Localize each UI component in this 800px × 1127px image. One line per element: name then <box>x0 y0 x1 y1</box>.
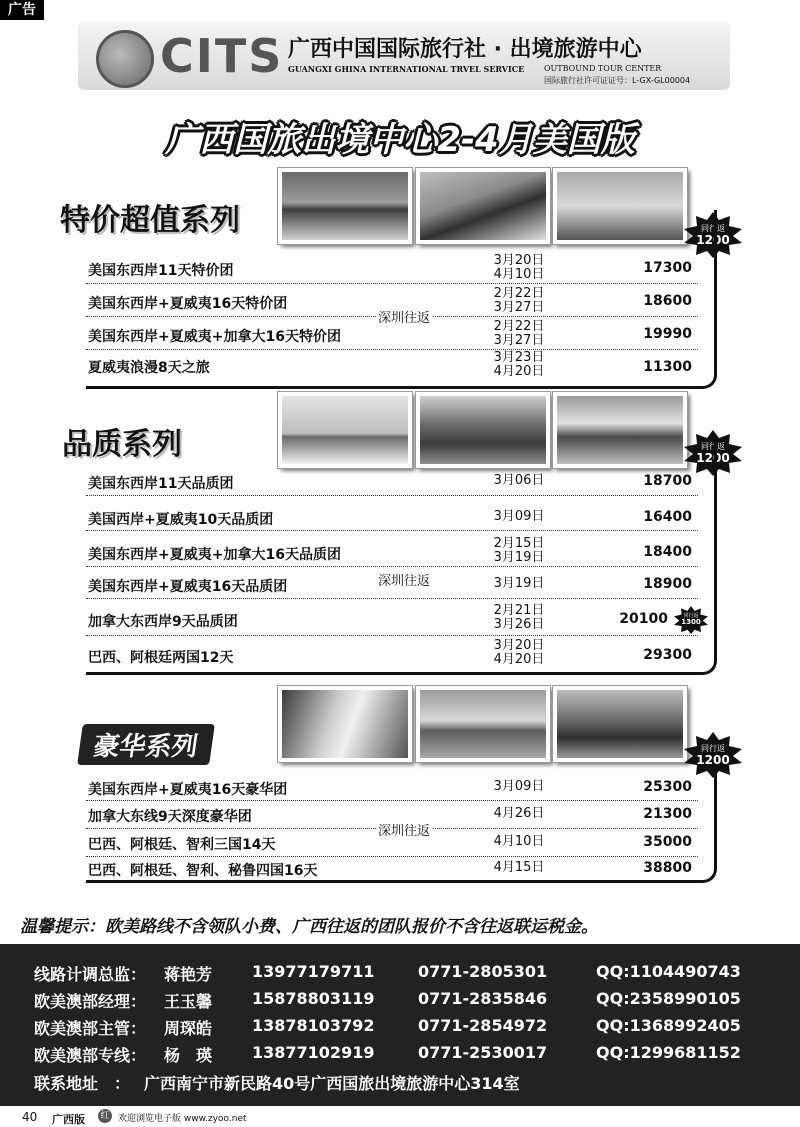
route-price: 38800 <box>643 860 692 876</box>
rebate-amount: 1300 <box>681 618 701 626</box>
address-value: 广西南宁市新民路40号广西国旅出境旅游中心314室 <box>144 1074 520 1093</box>
route-row <box>86 856 698 882</box>
route-price: 18400 <box>643 544 692 560</box>
route-name: 美国西岸+夏威夷10天品质团 <box>88 512 274 528</box>
rebate-label: 同行返 <box>683 613 699 619</box>
ad-tag: 广告 <box>0 0 44 20</box>
route-date: 2月22日 <box>493 319 545 334</box>
contact-phone: 0771-2835846 <box>418 989 548 1008</box>
contact-qq: QQ:2358990105 <box>596 989 741 1008</box>
route-price: 11300 <box>643 359 692 375</box>
route-date: 4月10日 <box>493 834 545 849</box>
route-name: 巴西、阿根廷、智利、秘鲁四国16天 <box>88 863 318 879</box>
warm-tip: 温馨提示：欧美路线不含领队小费、广西往返的团队报价不含往返联运税金。 <box>20 917 598 937</box>
rebate-badge-small <box>674 606 708 634</box>
route-date: 3月06日 <box>493 473 545 488</box>
contact-role: 线路计调总监： <box>34 965 147 984</box>
license-number: 国际旅行社许可证证号：L-GX-GL00004 <box>544 76 691 85</box>
route-price: 25300 <box>643 779 692 795</box>
contact-name: 王玉馨 <box>164 992 213 1011</box>
route-date: 4月15日 <box>493 860 545 875</box>
route-date: 2月22日 <box>493 286 545 301</box>
departure-label: 深圳往返 <box>376 820 432 839</box>
contact-name: 杨 瑛 <box>164 1046 213 1065</box>
route-name: 加拿大东线9天深度豪华团 <box>88 809 252 825</box>
route-price: 16400 <box>643 509 692 525</box>
rebate-amount: 1200 <box>696 753 730 767</box>
route-price: 20100 <box>619 611 668 627</box>
website-link[interactable]: 欢迎浏览电子版 www.zyoo.net <box>118 1114 247 1124</box>
page-number: 40 <box>22 1110 38 1124</box>
route-row <box>86 638 698 670</box>
route-row <box>86 602 701 636</box>
route-date: 3月20日 <box>493 253 545 268</box>
route-price: 19990 <box>643 326 692 342</box>
route-price: 18600 <box>643 293 692 309</box>
hong-logo-icon: 红 <box>98 1109 112 1123</box>
route-row <box>86 466 698 496</box>
contact-name: 周琛皓 <box>164 1019 213 1038</box>
route-date: 3月09日 <box>493 779 545 794</box>
route-name: 美国东西岸+夏威夷+加拿大16天特价团 <box>88 329 341 345</box>
series-title-value: 特价超值系列 <box>60 203 240 238</box>
contact-qq: QQ:1368992405 <box>596 1016 741 1035</box>
contact-role: 欧美澳部经理： <box>34 992 147 1011</box>
contact-mobile: 15878803119 <box>252 989 375 1008</box>
agency-name-cn: 广西中国国际旅行社 · 出境旅游中心 <box>288 37 642 62</box>
route-row <box>86 501 698 531</box>
agency-header <box>78 22 730 90</box>
route-name: 美国东西岸+夏威夷16天品质团 <box>88 579 288 595</box>
route-date: 3月09日 <box>493 509 545 524</box>
route-date: 3月19日 <box>493 576 545 591</box>
route-date: 4月20日 <box>493 364 545 379</box>
contact-role: 欧美澳部专线： <box>34 1046 147 1065</box>
departure-label: 深圳往返 <box>376 307 432 326</box>
route-date: 3月26日 <box>493 617 545 632</box>
route-date: 2月21日 <box>493 603 545 618</box>
route-date: 3月19日 <box>493 550 545 565</box>
page-footer <box>0 1108 800 1127</box>
series-title-quality: 品质系列 <box>62 427 182 462</box>
route-date: 3月27日 <box>493 333 545 348</box>
edition-label: 广西版 <box>52 1113 85 1126</box>
route-price: 35000 <box>643 834 692 850</box>
route-date: 3月23日 <box>493 350 545 365</box>
route-name: 巴西、阿根廷两国12天 <box>88 650 234 666</box>
waterfall-photo <box>278 686 412 762</box>
contact-qq: QQ:1104490743 <box>596 962 741 981</box>
route-row <box>86 252 698 284</box>
snow-mountain-photo <box>553 686 687 762</box>
route-name: 美国东西岸11天品质团 <box>88 476 234 492</box>
address-label: 联系地址 ： <box>34 1074 131 1093</box>
route-date: 4月26日 <box>493 806 545 821</box>
route-name: 巴西、阿根廷、智利三国14天 <box>88 837 276 853</box>
contact-phone: 0771-2854972 <box>418 1016 548 1035</box>
contact-phone: 0771-2530017 <box>418 1043 548 1062</box>
rebate-label: 同行返 <box>701 442 725 451</box>
globe-logo-icon <box>96 30 154 88</box>
route-name: 美国东西岸11天特价团 <box>88 263 234 279</box>
route-name: 美国东西岸+夏威夷16天特价团 <box>88 296 288 312</box>
coastal-city-photo <box>416 686 550 762</box>
page-title: 广西国旅出境中心2-4月美国版 <box>165 120 635 160</box>
rebate-label: 同行返 <box>701 744 725 753</box>
departure-label: 深圳往返 <box>376 570 432 589</box>
route-row <box>86 351 698 383</box>
rebate-label: 同行返 <box>701 224 725 233</box>
rebate-amount: 1200 <box>696 451 730 465</box>
route-row <box>86 535 698 567</box>
route-price: 17300 <box>643 260 692 276</box>
agency-name-en: GUANGXI GHINA INTERNATIONAL TRVEL SERVICE <box>288 64 525 74</box>
series-title-luxury: 豪华系列 <box>77 724 215 765</box>
route-name: 美国东西岸+夏威夷+加拿大16天品质团 <box>88 547 341 563</box>
route-row <box>86 773 698 801</box>
center-name-en: OUTBOUND TOUR CENTER <box>544 64 662 73</box>
contact-mobile: 13878103792 <box>252 1016 375 1035</box>
cits-logo: CITS <box>160 29 284 83</box>
route-price: 18700 <box>643 473 692 489</box>
route-date: 4月20日 <box>493 652 545 667</box>
route-name: 加拿大东西岸9天品质团 <box>88 614 238 630</box>
contact-name: 蒋艳芳 <box>164 965 213 984</box>
contact-role: 欧美澳部主管： <box>34 1019 147 1038</box>
contact-mobile: 13977179711 <box>252 962 375 981</box>
contact-qq: QQ:1299681152 <box>596 1043 741 1062</box>
route-price: 18900 <box>643 576 692 592</box>
route-price: 21300 <box>643 806 692 822</box>
contact-panel <box>0 944 800 1106</box>
route-name: 美国东西岸+夏威夷16天豪华团 <box>88 782 288 798</box>
contact-mobile: 13877102919 <box>252 1043 375 1062</box>
route-name: 夏威夷浪漫8天之旅 <box>88 360 210 376</box>
route-date: 4月10日 <box>493 267 545 282</box>
contact-phone: 0771-2805301 <box>418 962 548 981</box>
route-date: 3月20日 <box>493 638 545 653</box>
rebate-amount: 1200 <box>696 233 730 247</box>
route-price: 29300 <box>643 647 692 663</box>
route-date: 2月15日 <box>493 536 545 551</box>
route-date: 3月27日 <box>493 300 545 315</box>
